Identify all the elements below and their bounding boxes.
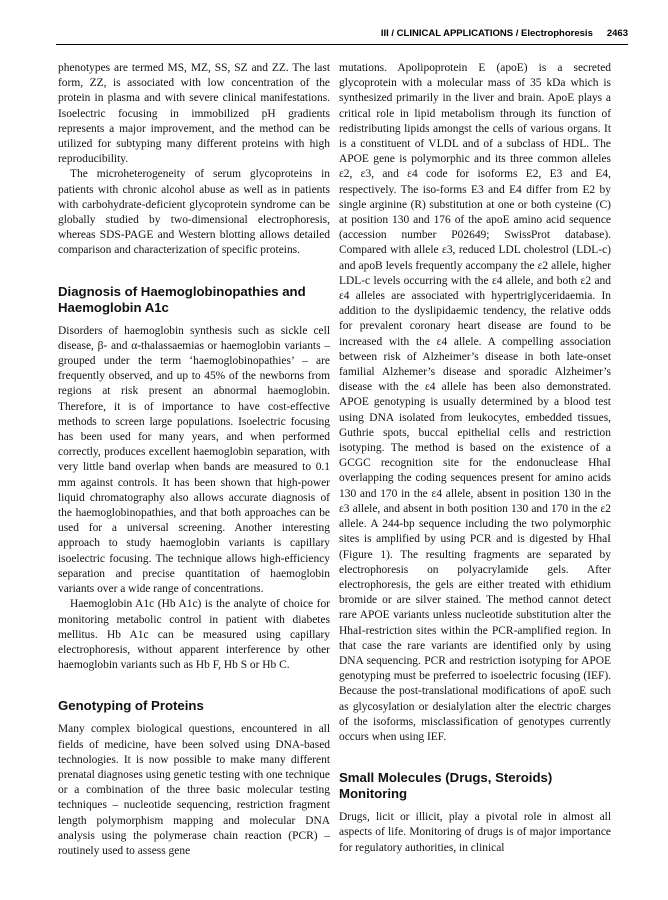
right-column bbox=[339, 61, 611, 856]
left-column bbox=[58, 61, 330, 859]
paragraph: phenotypes are termed MS, MZ, SS, SZ and ZZ. The last form, ZZ, is associated with low concentration of the protein in plasma and with severe clinical manifestations. Isoelectric focusing in immobilized pH gradients represents a major improvement, and the method can be utilized for subtyping many different proteins with high reproducibility. bbox=[58, 62, 330, 166]
paragraph: mutations. Apolipoprotein E (apoE) is a secreted glycoprotein with a molecular mass of 35 kDa which is synthesized primarily in the liver and brain. ApoE plays a critical role in lipid metabolism through its function of redistributing lipids amongst the cells of various organs. It is a constituent of VLDL and of a subclass of HDL. The APOE gene is polymorphic and its three common alleles ε2, ε3, and ε4 code for isoforms E2, E3 and E4, respectively. The iso-forms E3 and E4 differ from E2 by single arginine (R) substitution at one or both cysteine (C) at position 130 and 176 of the apoE amino acid sequence (accession number P02649; SwissProt database). Compared with allele ε3, reduced LDL cholestrol (LDL-c) and apoB levels frequently accompany the ε2 allele, higher LDL-c levels occurring with the ε4 allele, and both ε2 and ε4 alleles are associated with hypertriglyceridaemia. In addition to the dyslipidaemic tendency, the relative odds for prevalent coronary heart disease are found to be increased with the ε4 allele. A compelling association between risk of Alzheimer’s disease in both late-onset familial Alzhemer’s disease and sporadic Alzheimer’s disease with the ε4 allele has been also demonstrated. APOE genotyping is usually determined by a blood test using DNA isolated from leukocytes, embedded tissues, Guthrie spots, buccal epithelial cells and restriction isotyping. The method is based on the existence of a GCGC recognition site for the endonuclease HhaI overlapping the coding sequences present for amino acids 130 and 170 in the ε4 allele, absent in position 130 in the ε3 allele, and absent in both position 130 and 170 in the ε2 allele. A 244-bp sequence including the two polymorphic sites is amplified by using PCR and is digested by HhaI (Figure 1). The resulting fragments are separated by electrophoresis on polyacrylamide gels. After electrophoresis, the gels are either treated with ethidium bromide or are silver stained. The method cannot detect rare APOE variants unless nucleotide substitution alter the HhaI-restriction sites within the PCR-amplified region. In that case the rare variants are identified only by using DNA sequencing. PCR and restriction isotyping for APOE genotyping must be preferred to isoelectric focusing (IEF). Because the post-translational modifications of apoE such as glycosylation or desialylation alter the electric charges of the isoforms, misclassification of genotypes currently occurs when using IEF. bbox=[339, 62, 611, 743]
paragraph: Haemoglobin A1c (Hb A1c) is the analyte of choice for monitoring metabolic control in patient with diabetes mellitus. Hb A1c can be measured using capillary electrophoresis, without apparent interference by other haemoglobin variants such as Hb F, Hb S or Hb C. bbox=[58, 598, 330, 672]
paragraph: The microheterogeneity of serum glycoproteins in patients with chronic alcohol abuse as well as in patients with carbohydrate-deficient glycoprotein syndrome can be globally studied by two-dimensional electrophoresis, whereas SDS-PAGE and Western blotting allows detailed comparison and characterization of specific proteins. bbox=[58, 168, 330, 257]
page-number: 2463 bbox=[606, 28, 628, 39]
section-heading: Genotyping of Proteins bbox=[58, 698, 204, 714]
section-heading: Small Molecules (Drugs, Steroids) Monitoring bbox=[339, 770, 553, 802]
running-title: III / CLINICAL APPLICATIONS / Electrophoresis bbox=[380, 28, 593, 39]
paragraph: Disorders of haemoglobin synthesis such as sickle cell disease, β- and α-thalassaemias or haemoglobin variants – grouped under the term ‘haemoglobinopathies’ – are frequently observed, and up to 45% of the newborns from regions at risk present an abnormal haemoglobin. Therefore, it is of importance to have cost-effective methods to screen large populations. Isoelectric focusing has been used for many years, and when performed correctly, produces excellent haemoglobin separation, with very little band overlap when bands are measured to 0.1 mm against controls. It has been shown that high-power liquid chromatography also allows accurate diagnosis of the haemoglobinopathies, and that both approaches can be used for a universal screening. Another interesting approach to study haemoglobin variants is capillary isoelectric focusing. The technique allows high-efficiency separation and precise quantitation of haemoglobin variants over a wide range of concentrations. bbox=[58, 324, 330, 596]
paragraph: Many complex biological questions, encountered in all fields of medicine, have been solved using DNA-based technologies. It is now possible to make many different prenatal diagnoses using genetic testing with one technique or a combination of the three basic molecular testing techniques – nucleotide sequencing, restriction fragment length polymorphism mapping and molecular DNA analysis using the polymerase chain reaction (PCR) – routinely used to assess gene bbox=[58, 723, 330, 857]
paragraph: Drugs, licit or illicit, play a pivotal role in almost all aspects of life. Monitoring of drugs is of major importance for regulatory authorities, in clinical bbox=[339, 811, 611, 854]
running-header bbox=[56, 28, 628, 45]
section-heading: Diagnosis of Haemoglobinopathies and Haemoglobin A1c bbox=[58, 283, 306, 315]
